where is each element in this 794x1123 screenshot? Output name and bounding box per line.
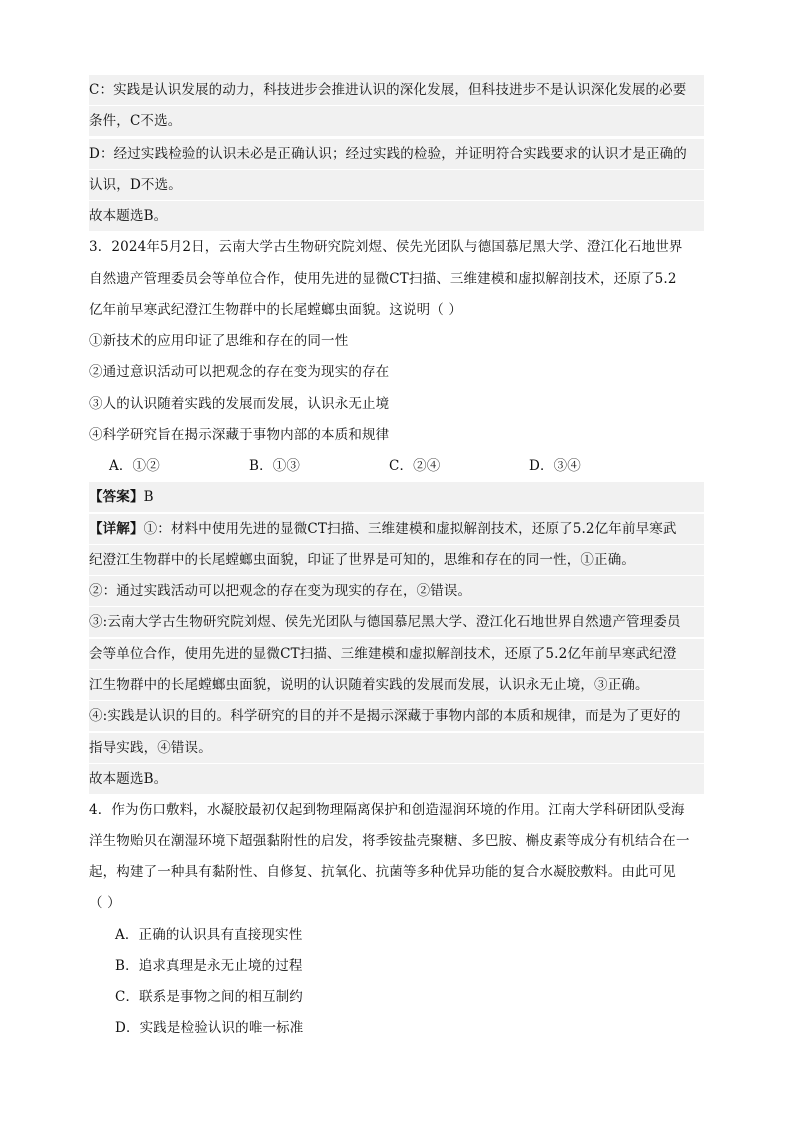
q3-item-3: ③人的认识随着实践的发展而发展，认识永无止境: [89, 396, 390, 412]
q3-detail-p2: ②：通过实践活动可以把观念的存在变为现实的存在，②错误。: [89, 576, 704, 606]
q4-option-c: C．联系是事物之间的相互制约: [115, 989, 303, 1005]
q3-answer-line: [89, 482, 704, 512]
q3-options: [89, 451, 704, 481]
prev-analysis-d-line2: 认识，D不选。: [89, 170, 704, 200]
q3-detail-p4-line2: 指导实践，④错误。: [89, 733, 704, 763]
answer-value: B: [143, 489, 154, 505]
prev-analysis-c-line1: C：实践是认识发展的动力，科技进步会推进认识的深化发展，但科技进步不是认识深化发展的必要: [89, 75, 704, 105]
q3-detail-p3-line3: 江生物群中的长尾螳螂虫面貌，说明的认识随着实践的发展而发展，认识永无止境，③正确。: [89, 670, 704, 700]
answer-tag: 【答案】: [89, 489, 144, 505]
q3-stem-line3: 亿年前早寒武纪澄江生物群中的长尾螳螂虫面貌。这说明（ ）: [89, 302, 462, 318]
q3-option-d: D．③④: [529, 458, 581, 474]
q3-option-c: C．②④: [389, 458, 441, 474]
q3-item-1: ①新技术的应用印证了思维和存在的同一性: [89, 333, 349, 349]
q3-detail-p3-line2: 会等单位合作，使用先进的显微CT扫描、三维建模和虚拟解剖技术，还原了5.2亿年前早寒武纪澄: [89, 639, 704, 669]
q3-stem-line2: 自然遗产管理委员会等单位合作，使用先进的显微CT扫描、三维建模和虚拟解剖技术，还原了5.2: [89, 271, 677, 287]
q3-detail-p1-line1: [89, 514, 704, 544]
prev-analysis-c-line2: 条件，C不选。: [89, 106, 704, 136]
q3-item-2: ②通过意识活动可以把观念的存在变为现实的存在: [89, 364, 390, 380]
q4-stem-line1: 4．作为伤口敷料，水凝胶最初仅起到物理隔离保护和创造湿润环境的作用。江南大学科研团队受海: [89, 802, 685, 818]
q3-option-b: B．①③: [249, 458, 301, 474]
detail-tag: 【详解】: [89, 521, 144, 537]
q3-item-4: ④科学研究旨在揭示深藏于事物内部的本质和规律: [89, 427, 390, 443]
q4-stem-line4: （ ）: [89, 895, 121, 911]
q4-option-d: D．实践是检验认识的唯一标准: [115, 1020, 304, 1036]
q3-detail-p4-line1: ④:实践是认识的目的。科学研究的目的并不是揭示深藏于事物内部的本质和规律，而是为了更好的: [89, 701, 704, 731]
q4-option-a: A．正确的认识具有直接现实性: [115, 927, 303, 943]
q3-stem-line1: 3．2024年5月2日，云南大学古生物研究院刘煜、侯先光团队与德国慕尼黑大学、澄江化石地世界: [89, 239, 683, 255]
prev-analysis-conclusion: 故本题选B。: [89, 201, 704, 231]
q3-detail-p1-line2: 纪澄江生物群中的长尾螳螂虫面貌，印证了世界是可知的，思维和存在的同一性，①正确。: [89, 545, 704, 575]
q3-option-a: A．①②: [109, 458, 160, 474]
q4-stem-line3: 起，构建了一种具有黏附性、自修复、抗氧化、抗菌等多种优异功能的复合水凝胶敷料。由此可见: [89, 864, 676, 880]
q3-detail-conclusion: 故本题选B。: [89, 764, 704, 794]
prev-analysis-d-line1: D：经过实践检验的认识未必是正确认识；经过实践的检验，并证明符合实践要求的认识才是正确的: [89, 139, 704, 169]
q3-detail-p3-line1: ③:云南大学古生物研究院刘煜、侯先光团队与德国慕尼黑大学、澄江化石地世界自然遗产管理委员: [89, 607, 704, 637]
q4-option-b: B．追求真理是永无止境的过程: [115, 958, 303, 974]
q4-stem-line2: 洋生物贻贝在潮湿环境下超强黏附性的启发，将季铵盐壳聚糖、多巴胺、槲皮素等成分有机结合在一: [89, 833, 690, 849]
detail-p1-line1-text: ①：材料中使用先进的显微CT扫描、三维建模和虚拟解剖技术，还原了5.2亿年前早寒武: [143, 521, 677, 537]
